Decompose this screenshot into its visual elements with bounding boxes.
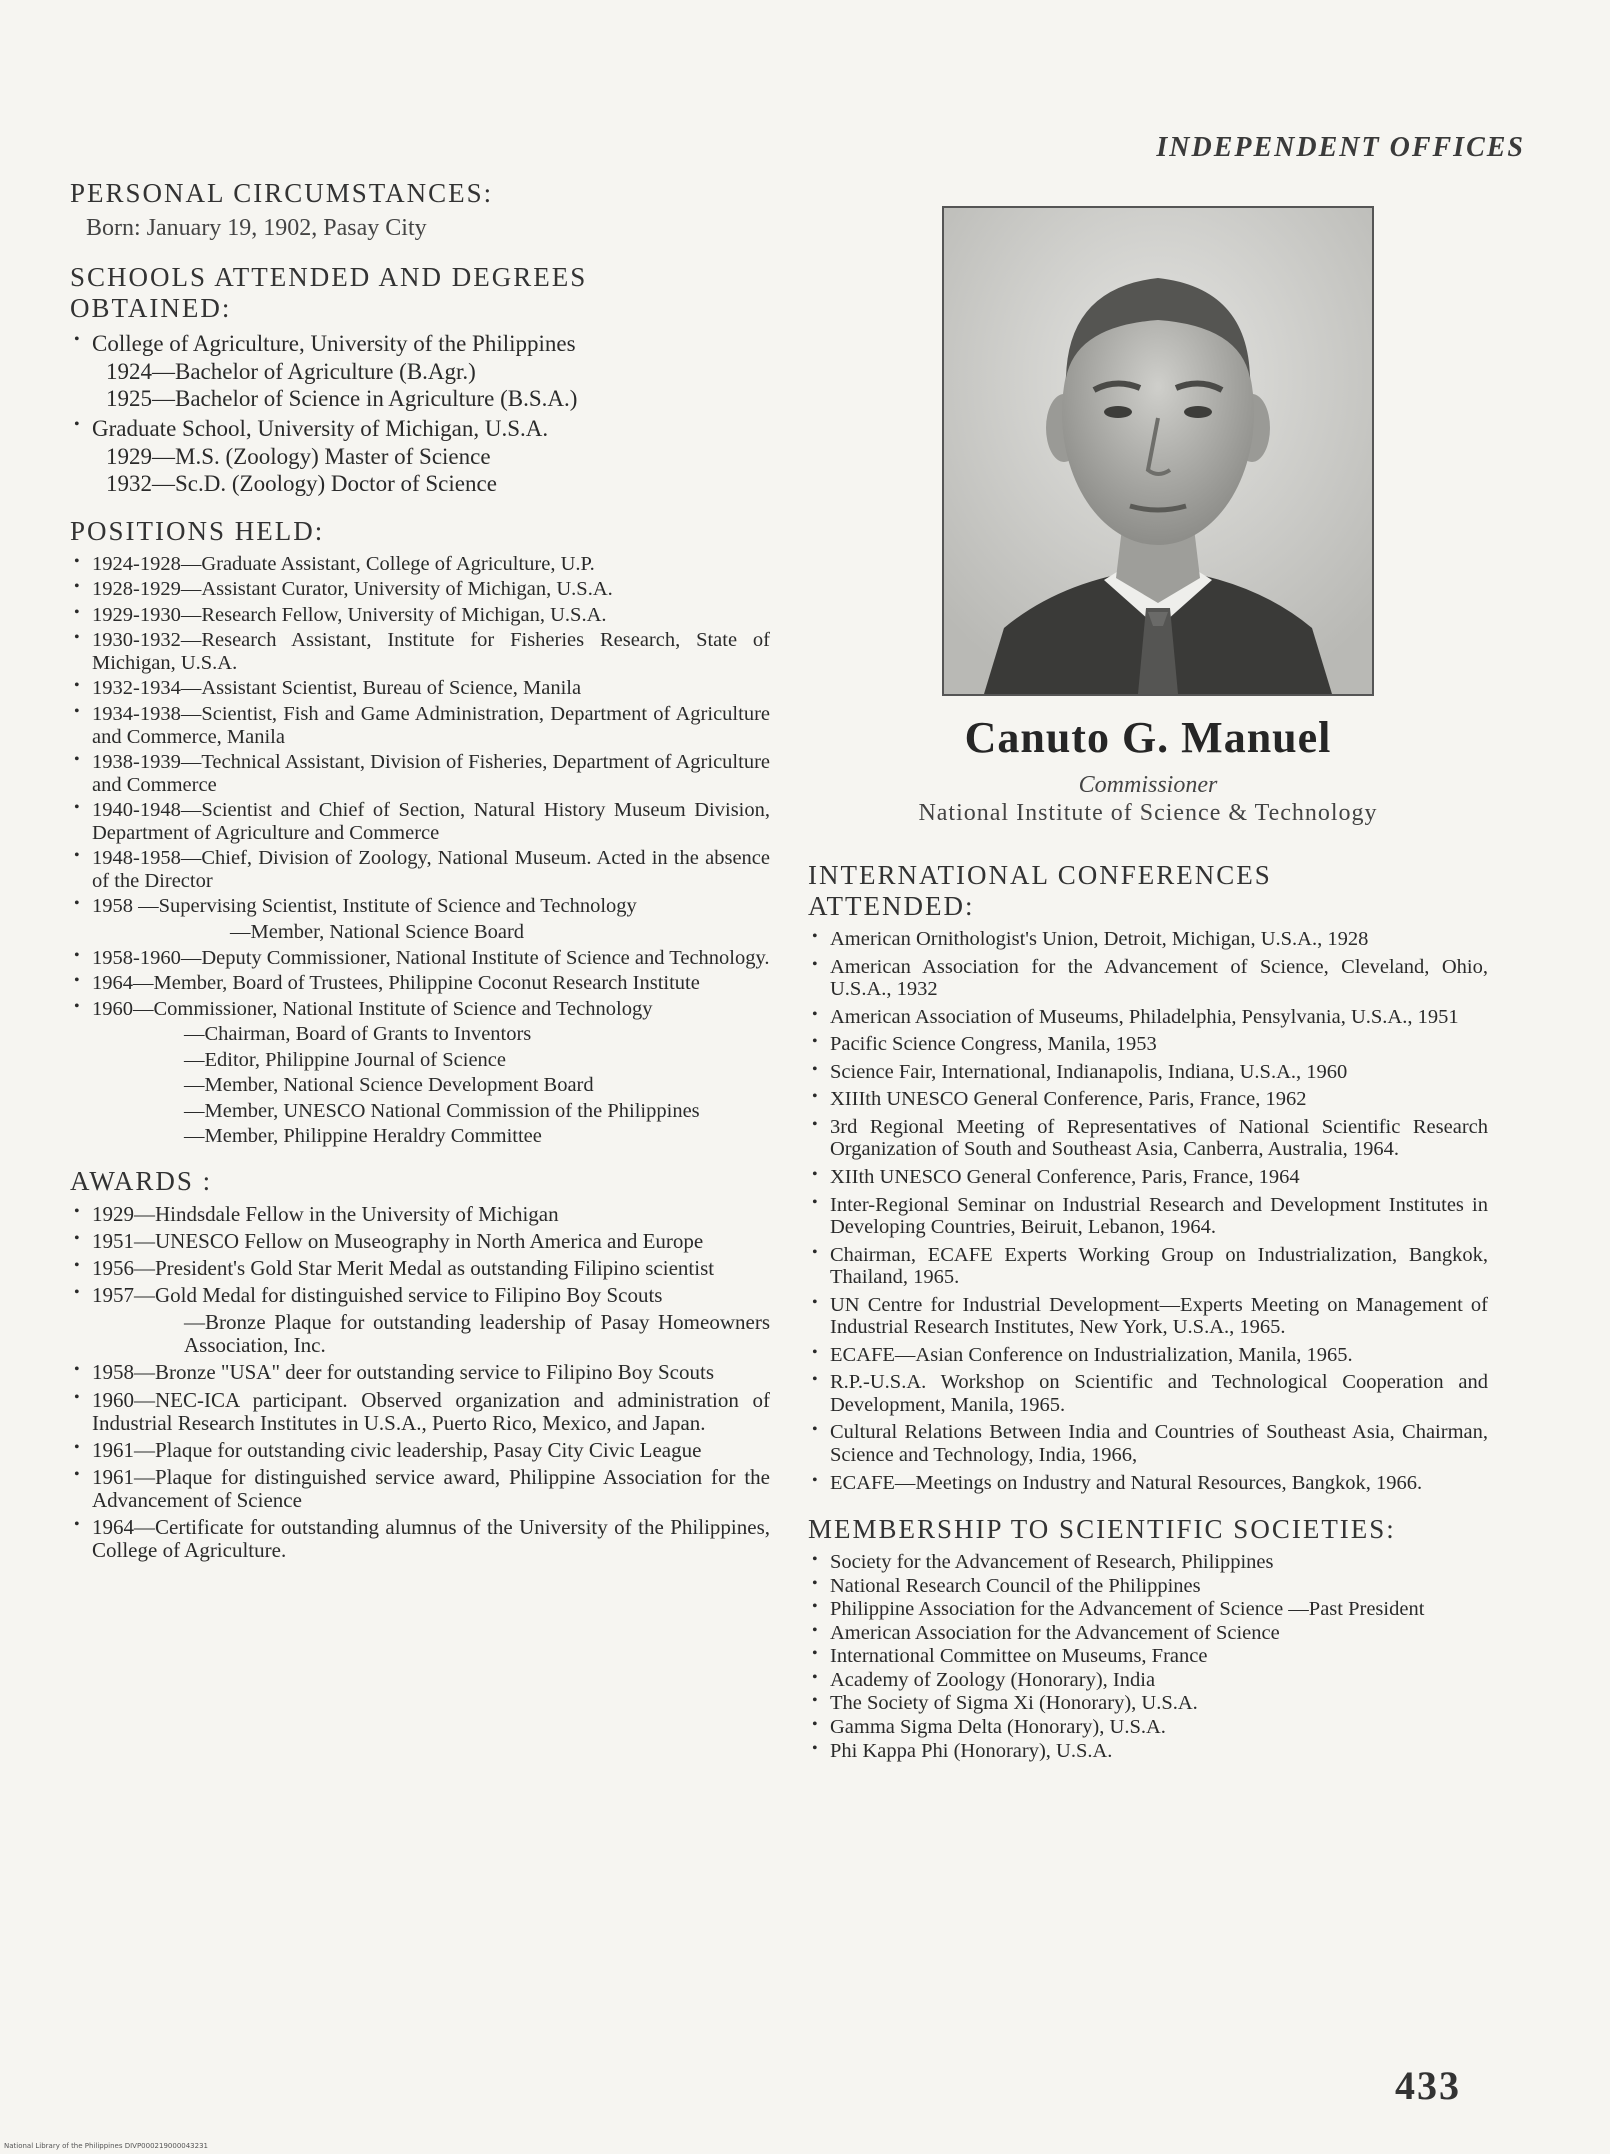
- left-column: [70, 178, 770, 1580]
- position-item: • 1960—Commissioner, National Institute of Science and Technology: [70, 998, 770, 1021]
- conference-item: • Pacific Science Congress, Manila, 1953: [808, 1033, 1488, 1056]
- award-subitem-text: —Bronze Plaque for outstanding leadership of Pasay Homeowners Association, Inc.: [184, 1310, 770, 1358]
- position-subitem: [70, 1074, 770, 1097]
- award-item: • 1956—President's Gold Star Merit Medal as outstanding Filipino scientist: [70, 1257, 770, 1280]
- awards-heading: AWARDS :: [70, 1165, 213, 1196]
- conference-item: • ECAFE—Asian Conference on Industrialization, Manila, 1965.: [808, 1344, 1488, 1367]
- person-organization: National Institute of Science & Technology: [918, 800, 1378, 826]
- award-item: • 1951—UNESCO Fellow on Museography in North America and Europe: [70, 1230, 770, 1253]
- position-subitem: [70, 1023, 770, 1046]
- position-item: • 1940-1948—Scientist and Chief of Section, Natural History Museum Division, Department of Agriculture and Commerce: [70, 799, 770, 844]
- footer-note: National Library of the Philippines DIVP000219000043231: [4, 2142, 208, 2150]
- schools-heading-line1: SCHOOLS ATTENDED AND DEGREES: [70, 262, 588, 293]
- conference-item: • Cultural Relations Between India and Countries of Southeast Asia, Chairman, Science and Technology, India, 1966,: [808, 1421, 1488, 1466]
- portrait-illustration: [944, 208, 1372, 694]
- membership-item: • National Research Council of the Philippines: [808, 1575, 1488, 1598]
- conference-item: • Inter-Regional Seminar on Industrial Research and Development Institutes in Developing Countries, Beiruit, Lebanon, 1964.: [808, 1194, 1488, 1239]
- award-item: • 1957—Gold Medal for distinguished service to Filipino Boy Scouts: [70, 1284, 770, 1307]
- membership-item: • Phi Kappa Phi (Honorary), U.S.A.: [808, 1740, 1488, 1763]
- conference-item: • American Association of Museums, Philadelphia, Pensylvania, U.S.A., 1951: [808, 1006, 1488, 1029]
- position-item: • 1948-1958—Chief, Division of Zoology, National Museum. Acted in the absence of the Director: [70, 847, 770, 892]
- school-item: [70, 330, 770, 413]
- conference-item: • Science Fair, International, Indianapolis, Indiana, U.S.A., 1960: [808, 1061, 1488, 1084]
- degree-line: 1925—Bachelor of Science in Agriculture (B.S.A.): [106, 386, 578, 412]
- position-item: • 1938-1939—Technical Assistant, Division of Fisheries, Department of Agriculture and Commerce: [70, 751, 770, 796]
- position-subitem-text: —Member, National Science Development Board: [184, 1074, 594, 1097]
- personal-circumstances-heading: PERSONAL CIRCUMSTANCES:: [70, 178, 494, 208]
- membership-item: • International Committee on Museums, France: [808, 1645, 1488, 1668]
- schools-list: [70, 330, 770, 498]
- degree-line: 1929—M.S. (Zoology) Master of Science: [106, 443, 491, 469]
- position-subitem-text: —Member, UNESCO National Commission of the Philippines: [184, 1099, 700, 1122]
- conferences-list: [808, 928, 1488, 1494]
- position-item: • 1964—Member, Board of Trustees, Philippine Coconut Research Institute: [70, 972, 770, 995]
- position-subitem: [70, 1125, 770, 1148]
- person-name: Canuto G. Manuel: [964, 713, 1332, 762]
- conference-item: • R.P.-U.S.A. Workshop on Scientific and Technological Cooperation and Development, Manila, 1965.: [808, 1371, 1488, 1416]
- award-item: • 1929—Hindsdale Fellow in the University of Michigan: [70, 1203, 770, 1226]
- award-item: • 1961—Plaque for outstanding civic leadership, Pasay City Civic League: [70, 1439, 770, 1462]
- conferences-heading: [808, 860, 1488, 922]
- birth-info: Born: January 19, 1902, Pasay City: [86, 215, 427, 242]
- schools-heading: [70, 262, 770, 324]
- conference-item: • American Ornithologist's Union, Detroit, Michigan, U.S.A., 1928: [808, 928, 1488, 951]
- award-item: • 1960—NEC-ICA participant. Observed organization and administration of Industrial Research Institutes in U.S.A., Puerto Rico, Mexico, and Japan.: [70, 1389, 770, 1435]
- degree-line: 1924—Bachelor of Agriculture (B.Agr.): [106, 358, 476, 384]
- positions-heading: POSITIONS HELD:: [70, 515, 325, 546]
- membership-item: • Academy of Zoology (Honorary), India: [808, 1669, 1488, 1692]
- position-item: • 1930-1932—Research Assistant, Institute for Fisheries Research, State of Michigan, U.S.A.: [70, 629, 770, 674]
- conference-item: • American Association for the Advancement of Science, Cleveland, Ohio, U.S.A., 1932: [808, 956, 1488, 1001]
- position-item: • 1958-1960—Deputy Commissioner, National Institute of Science and Technology.: [70, 947, 770, 970]
- person-role: Commissioner: [1078, 772, 1218, 798]
- memberships-heading: MEMBERSHIP TO SCIENTIFIC SOCIETIES:: [808, 1514, 1396, 1545]
- membership-item: • Philippine Association for the Advancement of Science —Past President: [808, 1598, 1488, 1621]
- position-subitem-text: —Member, National Science Board: [230, 920, 525, 943]
- schools-heading-line2: OBTAINED:: [70, 293, 232, 324]
- membership-item: • Gamma Sigma Delta (Honorary), U.S.A.: [808, 1716, 1488, 1739]
- position-subitem: [70, 921, 770, 944]
- position-subitem-text: —Chairman, Board of Grants to Inventors: [184, 1023, 532, 1046]
- running-head: INDEPENDENT OFFICES: [1156, 132, 1525, 163]
- award-item: • 1961—Plaque for distinguished service award, Philippine Association for the Advancement of Science: [70, 1466, 770, 1512]
- conferences-heading-line1: INTERNATIONAL CONFERENCES: [808, 860, 1272, 890]
- school-name: College of Agriculture, University of the Philippines: [92, 331, 576, 357]
- position-subitem: [70, 1100, 770, 1123]
- position-subitem-text: —Member, Philippine Heraldry Committee: [184, 1125, 542, 1148]
- award-item: • 1964—Certificate for outstanding alumnus of the University of the Philippines, College of Agriculture.: [70, 1516, 770, 1562]
- conference-item: • UN Centre for Industrial Development—Experts Meeting on Management of Industrial Research Institutes, New York, U.S.A., 1965.: [808, 1294, 1488, 1339]
- conferences-heading-line2: ATTENDED:: [808, 891, 975, 922]
- membership-item: • Society for the Advancement of Research, Philippines: [808, 1551, 1488, 1574]
- membership-item: • The Society of Sigma Xi (Honorary), U.S.A.: [808, 1692, 1488, 1715]
- position-subitem: [70, 1049, 770, 1072]
- position-item: • 1958 —Supervising Scientist, Institute of Science and Technology: [70, 895, 770, 918]
- position-item: • 1934-1938—Scientist, Fish and Game Administration, Department of Agriculture and Commerce, Manila: [70, 703, 770, 748]
- conference-item: • XIIth UNESCO General Conference, Paris, France, 1964: [808, 1166, 1488, 1189]
- conference-item: • XIIIth UNESCO General Conference, Paris, France, 1962: [808, 1088, 1488, 1111]
- position-item: • 1929-1930—Research Fellow, University of Michigan, U.S.A.: [70, 604, 770, 627]
- conference-item: • ECAFE—Meetings on Industry and Natural Resources, Bangkok, 1966.: [808, 1472, 1488, 1495]
- right-column: [808, 860, 1488, 1780]
- memberships-list: [808, 1551, 1488, 1762]
- award-item: • 1958—Bronze "USA" deer for outstanding service to Filipino Boy Scouts: [70, 1361, 770, 1384]
- school-item: [70, 415, 770, 498]
- award-subitem: [70, 1311, 770, 1357]
- portrait-photo: [942, 206, 1374, 696]
- conference-item: • Chairman, ECAFE Experts Working Group on Industrialization, Bangkok, Thailand, 1965.: [808, 1244, 1488, 1289]
- position-item: • 1924-1928—Graduate Assistant, College of Agriculture, U.P.: [70, 553, 770, 576]
- awards-list: [70, 1203, 770, 1562]
- page-number: 433: [1395, 2063, 1461, 2108]
- conference-item: • 3rd Regional Meeting of Representatives of National Scientific Research Organization of South and Southeast Asia, Canberra, Australia, 1964.: [808, 1116, 1488, 1161]
- position-item: • 1928-1929—Assistant Curator, University of Michigan, U.S.A.: [70, 578, 770, 601]
- membership-item: • American Association for the Advancement of Science: [808, 1622, 1488, 1645]
- position-subitem-text: —Editor, Philippine Journal of Science: [184, 1048, 506, 1071]
- positions-list: [70, 553, 770, 1148]
- school-name: Graduate School, University of Michigan, U.S.A.: [92, 415, 549, 441]
- position-item: • 1932-1934—Assistant Scientist, Bureau of Science, Manila: [70, 677, 770, 700]
- degree-line: 1932—Sc.D. (Zoology) Doctor of Science: [106, 471, 497, 497]
